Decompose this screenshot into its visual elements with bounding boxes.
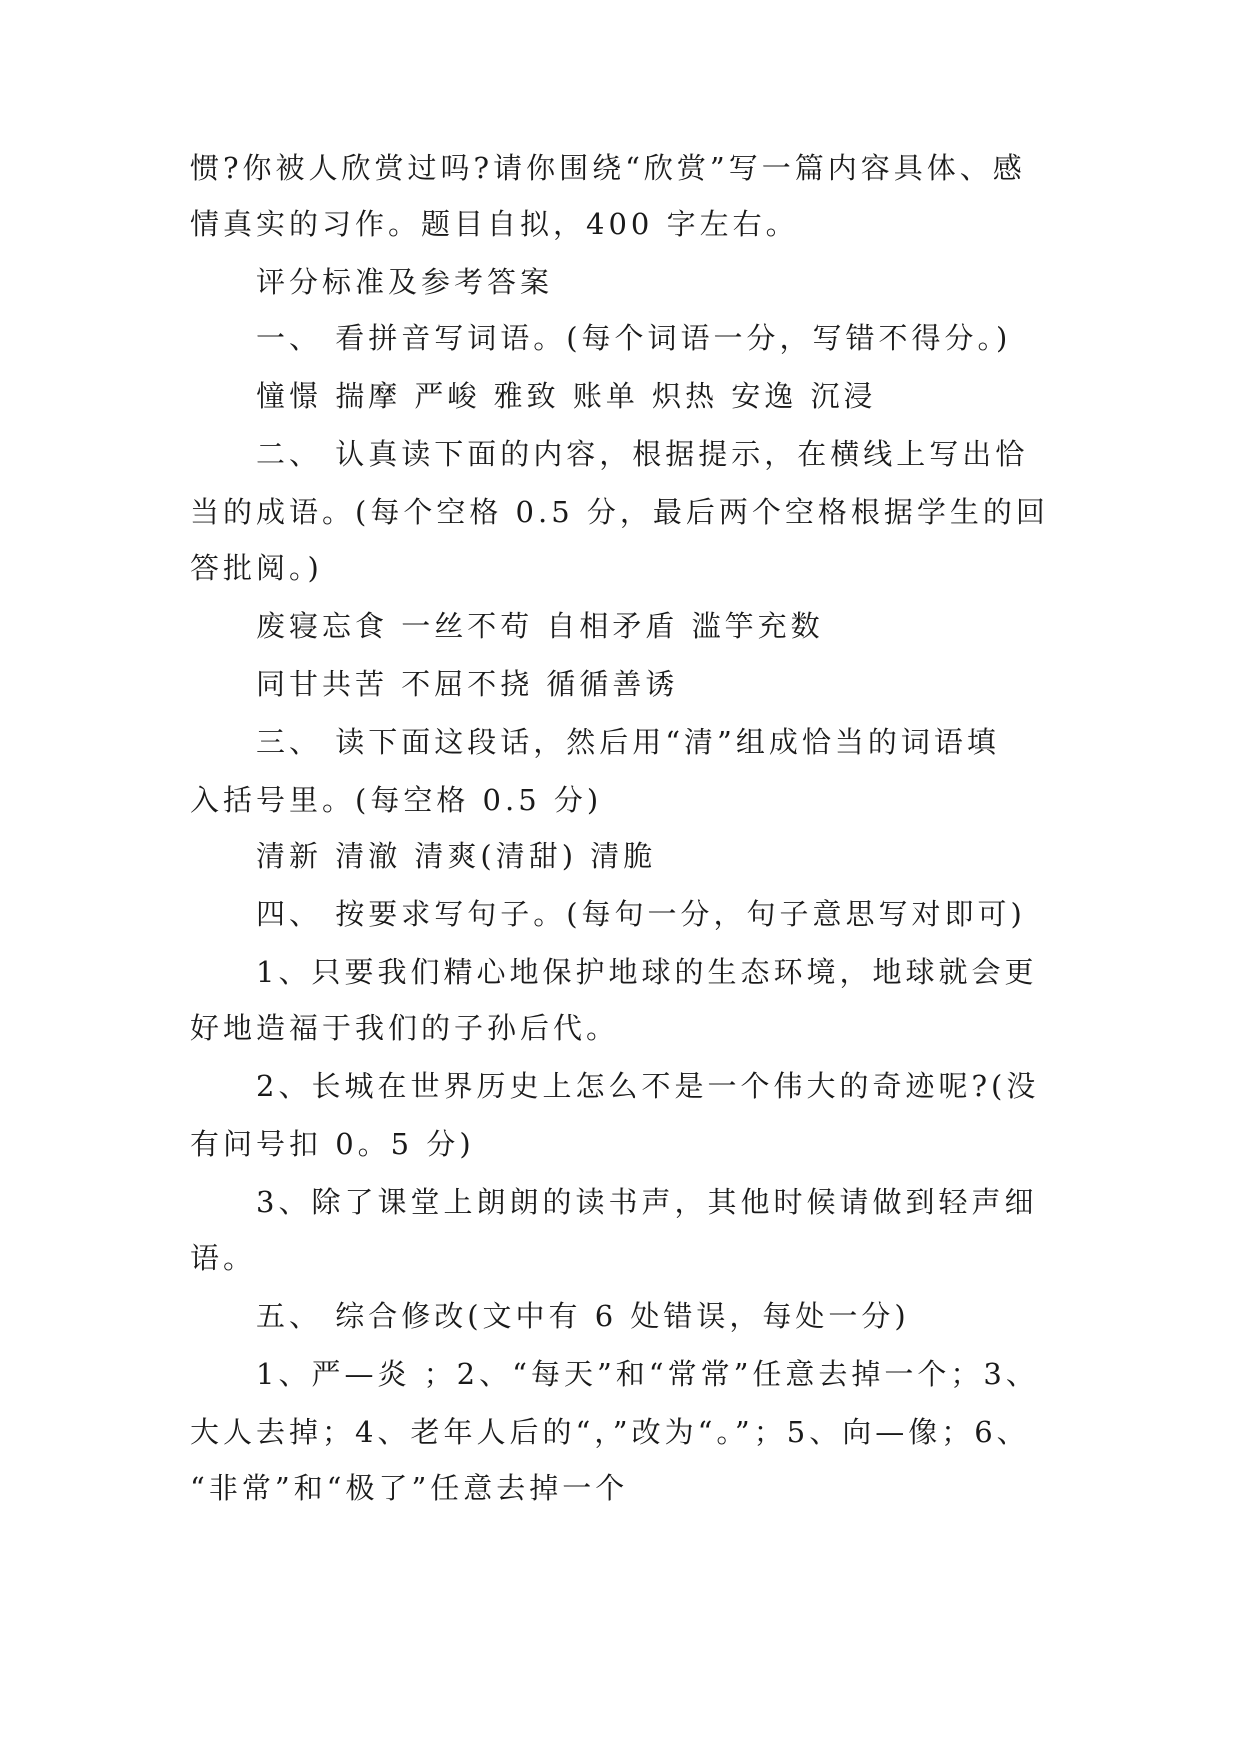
text-line-20: 语。 [190, 1241, 257, 1275]
text-line-23: 大人去掉；4、老年人后的“，”改为“。”；5、向—像；6、 [190, 1415, 1030, 1449]
answer-line-4-2: 2、长城在世界历史上怎么不是一个伟大的奇迹呢?(没 [256, 1069, 1040, 1103]
answer-line-1: 憧憬 揣摩 严峻 雅致 账单 炽热 安逸 沉浸 [256, 379, 877, 413]
text-line-16: 好地造福于我们的子孙后代。 [190, 1011, 620, 1045]
answer-line-5a: 1、严—炎 ；2、“每天”和“常常”任意去掉一个；3、 [256, 1357, 1039, 1391]
text-line-2: 情真实的习作。题目自拟，400 字左右。 [190, 207, 799, 241]
text-line-7: 当的成语。(每个空格 0.5 分，最后两个空格根据学生的回 [190, 495, 1049, 529]
answer-line-4-3: 3、除了课堂上朗朗的读书声，其他时候请做到轻声细 [256, 1185, 1038, 1219]
answer-line-4-1: 1、只要我们精心地保护地球的生态环境，地球就会更 [256, 955, 1038, 989]
text-line-24: “非常”和“极了”任意去掉一个 [190, 1471, 629, 1505]
answer-line-3: 清新 清澈 清爽(清甜) 清脆 [256, 839, 657, 873]
text-line-8: 答批阅。) [190, 551, 323, 585]
text-line-12: 入括号里。(每空格 0.5 分) [190, 783, 603, 817]
text-line-1: 惯?你被人欣赏过吗?请你围绕“欣赏”写一篇内容具体、感 [190, 151, 1026, 185]
section-heading-5: 五、 综合修改(文中有 6 处错误，每处一分) [256, 1299, 910, 1333]
section-heading-answers: 评分标准及参考答案 [256, 265, 554, 299]
section-heading-3: 三、 读下面这段话，然后用“清”组成恰当的词语填 [256, 725, 1000, 759]
answer-line-2a: 废寝忘食 一丝不苟 自相矛盾 滥竽充数 [256, 609, 824, 643]
section-heading-1: 一、 看拼音写词语。(每个词语一分，写错不得分。) [256, 321, 1012, 355]
section-heading-2: 二、 认真读下面的内容，根据提示，在横线上写出恰 [256, 437, 1029, 471]
text-line-18: 有问号扣 0。5 分) [190, 1127, 475, 1161]
answer-line-2b: 同甘共苦 不屈不挠 循循善诱 [256, 667, 679, 701]
section-heading-4: 四、 按要求写句子。(每句一分，句子意思写对即可) [256, 897, 1026, 931]
